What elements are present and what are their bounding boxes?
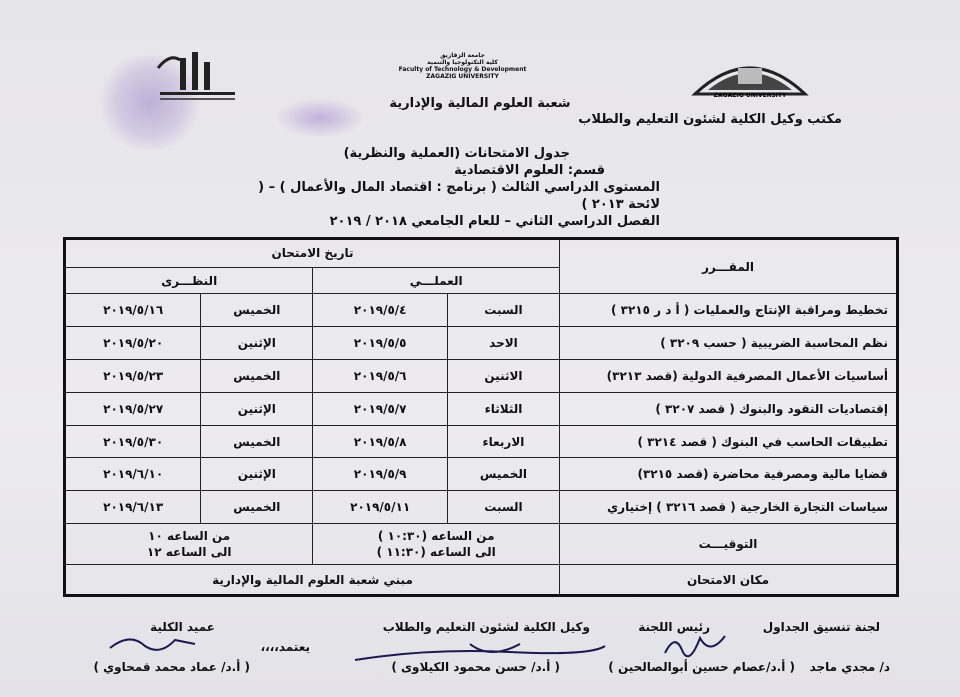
timing-practical: من الساعه (١٠:٣٠ ) الى الساعه (١١:٣٠ ): [313, 524, 560, 565]
practical-date: ٢٠١٩/٥/٥: [313, 327, 448, 360]
practical-day: الاربعاء: [447, 425, 559, 458]
approve-label: يعتمد،،،،: [260, 640, 310, 654]
theory-day: الخميس: [201, 360, 313, 393]
date-header: تاريخ الامتحان: [65, 239, 560, 268]
practical-date: ٢٠١٩/٥/٨: [313, 425, 448, 458]
name-dean: ( أ.د/ عماد محمد قمحاوي ): [93, 660, 250, 674]
division-header: شعبة العلوم المالية والإدارية: [389, 96, 571, 111]
vice-dean-label: وكيل الكلية لشئون التعليم والطلاب: [382, 620, 590, 634]
practical-date: ٢٠١٩/٥/٧: [313, 392, 448, 425]
practical-day: الاحد: [447, 327, 559, 360]
theory-date: ٢٠١٩/٦/١٠: [65, 458, 201, 491]
logo-caption: ZAGAZIG UNIVERSITY: [713, 92, 787, 99]
university-logo: [690, 50, 810, 100]
practical-day: السبت: [447, 294, 559, 327]
name-committee: د/ مجدي ماجد: [809, 660, 890, 674]
course-header: المقـــرر: [560, 239, 898, 294]
title-line-2: قسم: العلوم الاقتصادية: [454, 163, 605, 178]
title-line-3: المستوى الدراسي الثالث ( برنامج : اقتصاد المال والأعمال ) – ( لائحة ٢٠١٣ ): [258, 180, 660, 212]
table-row: [65, 360, 898, 393]
course-name: نظم المحاسبة الضريبية ( حسب ٣٢٠٩ ): [560, 327, 898, 360]
timing-label: التوقيـــت: [560, 524, 898, 565]
course-name: قضايا مالية ومصرفية محاضرة (قصد ٣٢١٥): [560, 458, 898, 491]
theory-day: الخميس: [201, 491, 313, 524]
title-line-1: جدول الامتحانات (العملية والنظرية): [343, 146, 570, 161]
practical-date: ٢٠١٩/٥/٦: [313, 360, 448, 393]
course-name: تخطيط ومراقبة الإنتاج والعمليات ( أ د ر ٣٢١٥ ): [560, 294, 898, 327]
name-vice-dean: ( أ.د/ حسن محمود الكيلاوى ): [391, 660, 560, 674]
theory-date: ٢٠١٩/٥/٣٠: [65, 425, 201, 458]
theory-day: الإثنين: [201, 392, 313, 425]
exam-schedule-table: [63, 237, 899, 597]
theory-day: الإثنين: [201, 458, 313, 491]
theory-header: النظـــرى: [65, 267, 313, 294]
table-row: [65, 458, 898, 491]
practical-day: الثلاثاء: [447, 392, 559, 425]
practical-day: الخميس: [447, 458, 559, 491]
title-line-4: الفصل الدراسي الثاني – للعام الجامعي ٢٠١٨ / ٢٠١٩: [329, 214, 660, 229]
table-row: [65, 392, 898, 425]
timing-row: [65, 524, 898, 565]
theory-day: الإثنين: [201, 327, 313, 360]
signature-head: [660, 628, 730, 660]
course-name: أساسيات الأعمال المصرفية الدولية (قصد ٣٢١٣): [560, 360, 898, 393]
name-head: ( أ.د/عصام حسين أبوالصالحين ): [608, 660, 795, 674]
practical-date: ٢٠١٩/٥/٤: [313, 294, 448, 327]
timing-theory: من الساعه ١٠ الى الساعه ١٢: [65, 524, 313, 565]
course-name: إقتصاديات النقود والبنوك ( قصد ٣٢٠٧ ): [560, 392, 898, 425]
theory-date: ٢٠١٩/٦/١٣: [65, 491, 201, 524]
table-row: [65, 294, 898, 327]
theory-date: ٢٠١٩/٥/١٦: [65, 294, 201, 327]
table-row: [65, 491, 898, 524]
dean-label: عميد الكلية: [150, 620, 215, 634]
office-header: مكتب وكيل الكلية لشئون التعليم والطلاب: [578, 112, 842, 127]
theory-day: الخميس: [201, 294, 313, 327]
practical-date: ٢٠١٩/٥/١١: [313, 491, 448, 524]
head-label: رئيس اللجنة: [638, 620, 710, 634]
practical-date: ٢٠١٩/٥/٩: [313, 458, 448, 491]
theory-date: ٢٠١٩/٥/٢٣: [65, 360, 201, 393]
practical-header: العملـــي: [313, 267, 560, 294]
place-value: مبني شعبة العلوم المالية والإدارية: [65, 565, 560, 596]
theory-date: ٢٠١٩/٥/٢٠: [65, 327, 201, 360]
practical-day: السبت: [447, 491, 559, 524]
faculty-logo-text: جامعة الزقازيق كلية التكنولوجيا والتنمية Faculty of Technology & Development ZAGAZIG UNIVERSITY: [398, 52, 527, 80]
committee-label: لجنة تنسيق الجداول: [762, 620, 880, 634]
signature-dean: [105, 628, 200, 658]
place-label: مكان الامتحان: [560, 565, 898, 596]
theory-date: ٢٠١٩/٥/٢٧: [65, 392, 201, 425]
table-row: [65, 327, 898, 360]
title-block: [240, 145, 660, 230]
place-row: [65, 565, 898, 596]
practical-day: الاثنين: [447, 360, 559, 393]
theory-day: الخميس: [201, 425, 313, 458]
table-row: [65, 425, 898, 458]
course-name: سياسات التجارة الخارجية ( قصد ٣٢١٦ ) إختياري: [560, 491, 898, 524]
course-name: تطبيقات الحاسب في البنوك ( قصد ٣٢١٤ ): [560, 425, 898, 458]
